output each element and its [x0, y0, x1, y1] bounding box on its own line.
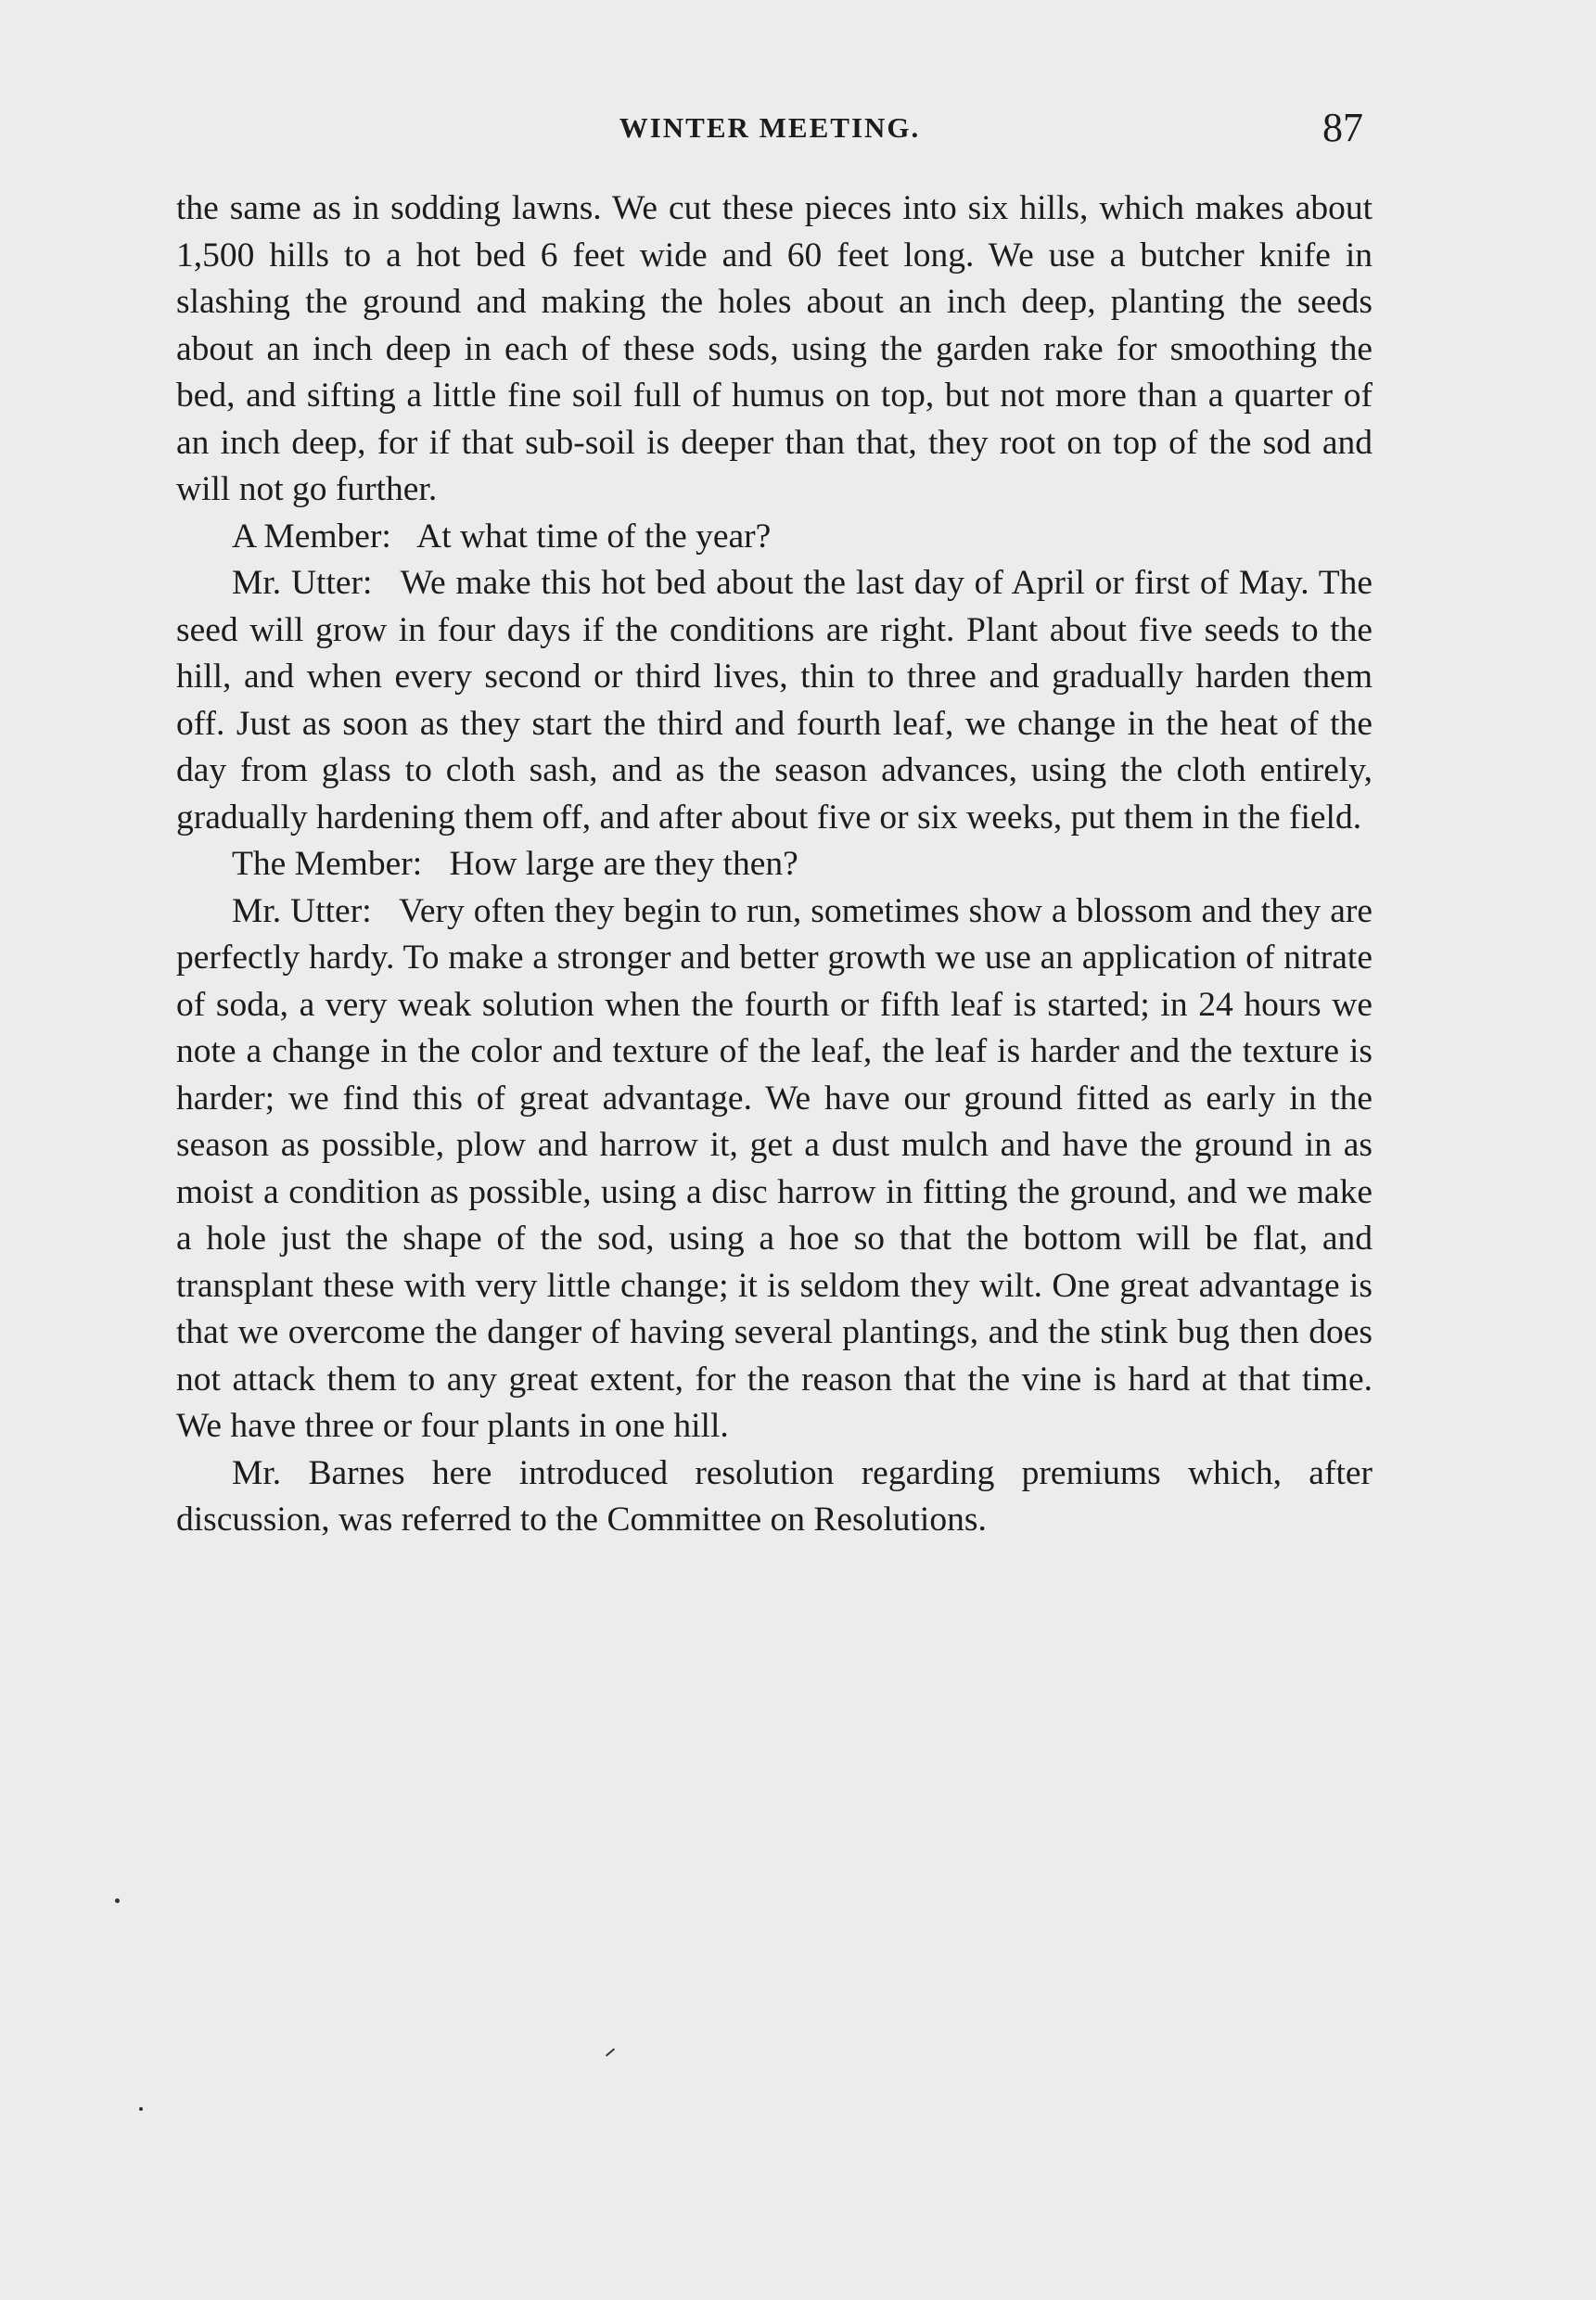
paragraph-text: Very often they begin to run, sometimes show a blossom and they are perfectly hardy. To make a stronger and better growth we use an application of nitrate of soda, a very weak solution when the fourth or fifth leaf is started; in 24 hours we note a change in the color and texture of the leaf, the leaf is harder and the texture is harder; we find this of great advantage. We have our ground fitted as early in the season as possible, plow and harrow it, get a dust mulch and have the ground in as moist a condition as possible, using a disc harrow in fitting the ground, and we make a hole just the shape of the sod, using a hoe so that the bottom will be flat, and transplant these with very little change; it is seldom they wilt. One great advantage is that we overcome the danger of having several plantings, and the stink bug then does not attack them to any great extent, for the reason that the vine is hard at that time. We have three or four plants in one hill.	[176, 891, 1373, 1445]
paragraph-text: Mr. Barnes here introduced resolution regarding premiums which, after discussion, was referred to the Committee on Resolutions.	[176, 1453, 1373, 1539]
scan-speck	[115, 1898, 120, 1903]
body-text	[176, 185, 1373, 1544]
scan-speck	[139, 2107, 143, 2111]
paragraph-member-question	[176, 841, 1373, 888]
paragraph-continuation	[176, 185, 1373, 514]
paragraph-utter-answer	[176, 560, 1373, 841]
paragraph-member-question	[176, 514, 1373, 561]
paragraph-utter-answer	[176, 888, 1373, 1450]
speaker-label: A Member:	[232, 517, 391, 556]
speaker-label: Mr. Utter:	[232, 891, 372, 930]
speaker-label: The Member:	[232, 845, 423, 883]
paragraph-text: the same as in sodding lawns. We cut these pieces into six hills, which makes about 1,500 hills to a hot bed 6 feet wide and 60 feet long. We use a butcher knife in slashing the ground and making the holes about an inch deep, planting the seeds about an inch deep in each of these sods, using the garden rake for smoothing the bed, and sifting a little fine soil full of humus on top, but not more than a quarter of an inch deep, for if that sub-soil is deeper than that, they root on top of the sod and will not go further.	[176, 189, 1373, 508]
paragraph-text: At what time of the year?	[416, 517, 772, 556]
paragraph-resolution-note	[176, 1450, 1373, 1544]
paragraph-text: How large are they then?	[449, 845, 798, 883]
running-head	[176, 104, 1363, 150]
paragraph-text: We make this hot bed about the last day of April or first of May. The seed will grow in four days if the conditions are right. Plant about five seeds to the hill, and when every second or third lives, thin to three and gradually harden them off. Just as soon as they start the third and fourth leaf, we change in the heat of the day from glass to cloth sash, and as the season advances, using the cloth entirely, gradually hardening them off, and after about five or six weeks, put them in the field.	[176, 564, 1373, 837]
running-title: WINTER MEETING.	[619, 111, 921, 144]
scan-speck	[606, 2048, 615, 2056]
page-number: 87	[1322, 105, 1363, 150]
speaker-label: Mr. Utter:	[232, 564, 373, 602]
